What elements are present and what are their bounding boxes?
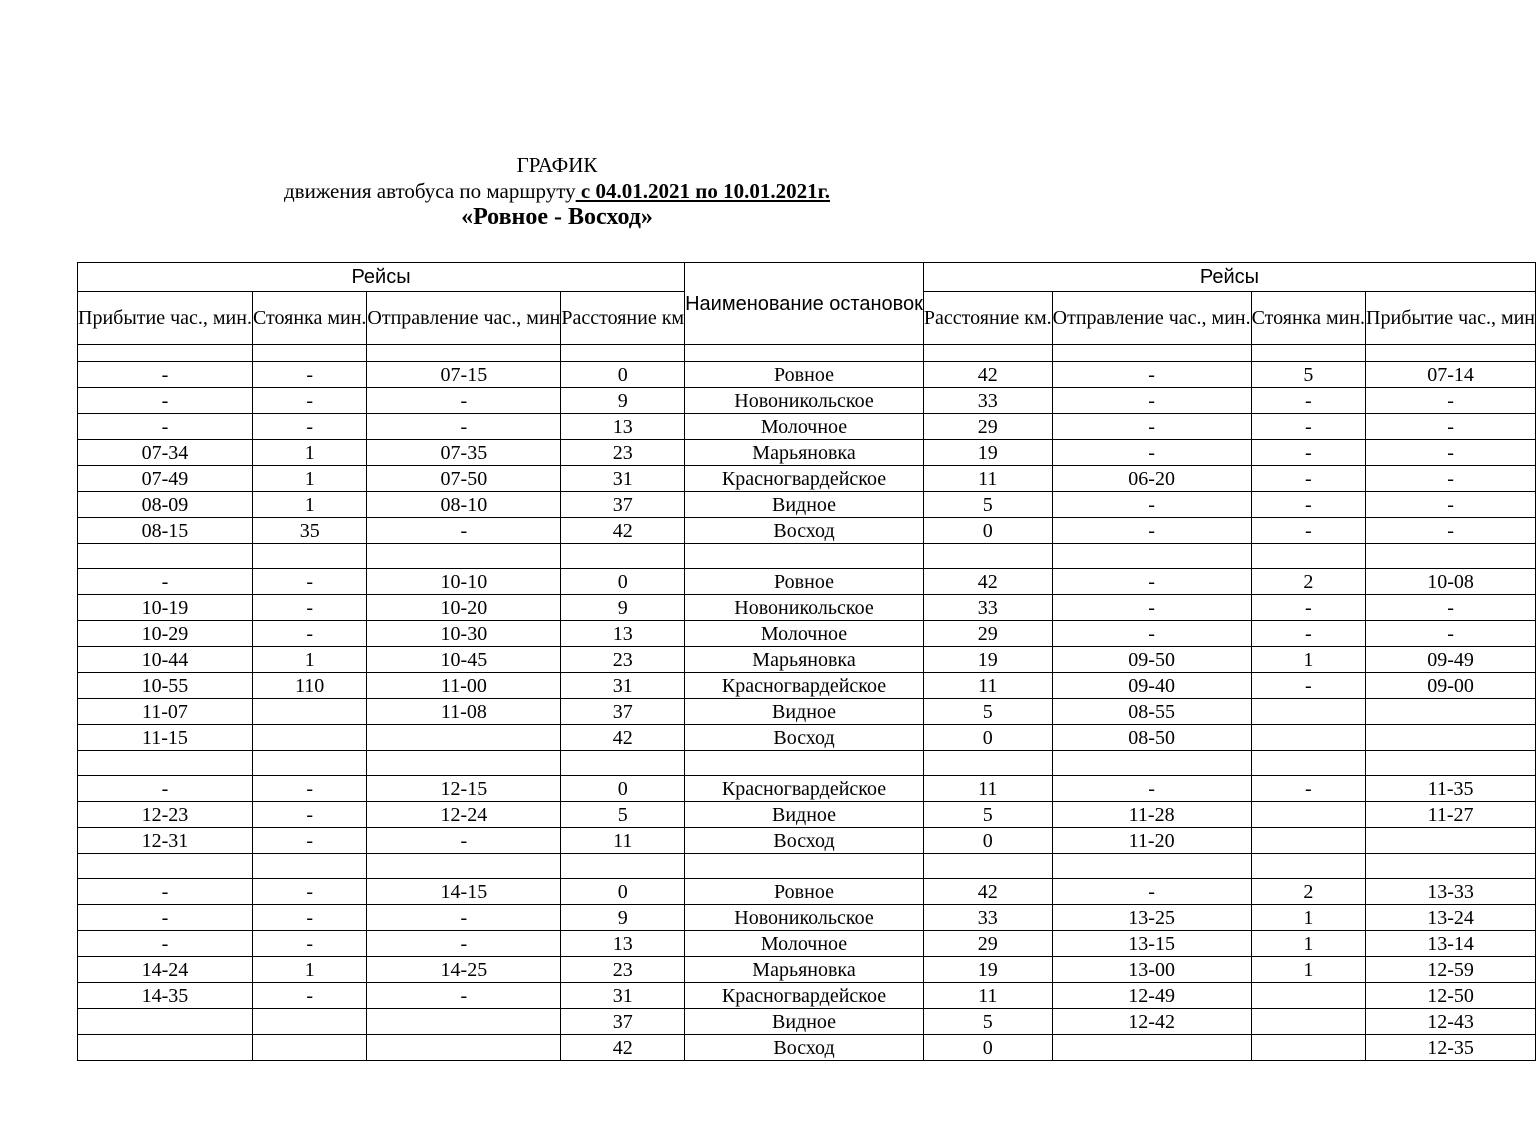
stop-time-return-cell: 1 bbox=[1251, 931, 1365, 957]
stop-time-return-cell bbox=[1251, 751, 1365, 776]
table-row bbox=[78, 879, 1536, 905]
distance-return-cell: 29 bbox=[923, 931, 1052, 957]
arrival-return-cell bbox=[1366, 751, 1536, 776]
distance-cell: 23 bbox=[561, 957, 685, 983]
departure-cell: 12-24 bbox=[367, 802, 561, 828]
table-row bbox=[78, 388, 1536, 414]
col-header-departure: Отправление час., мин bbox=[367, 292, 561, 345]
trip-separator-row bbox=[78, 854, 1536, 879]
stop-name-cell: Красногвардейское bbox=[685, 776, 924, 802]
stop-name-cell bbox=[685, 345, 924, 362]
stop-time-return-cell: - bbox=[1251, 440, 1365, 466]
stop-time-return-cell bbox=[1251, 802, 1365, 828]
departure-return-cell: 06-20 bbox=[1052, 466, 1251, 492]
arrival-cell: - bbox=[78, 362, 253, 388]
distance-return-cell: 33 bbox=[923, 595, 1052, 621]
col-header-distance-return: Расстояние км. bbox=[923, 292, 1052, 345]
distance-return-cell: 42 bbox=[923, 569, 1052, 595]
table-row bbox=[78, 802, 1536, 828]
stop-time-cell: 1 bbox=[252, 466, 366, 492]
distance-return-cell: 5 bbox=[923, 802, 1052, 828]
arrival-cell: 08-15 bbox=[78, 518, 253, 544]
distance-return-cell: 33 bbox=[923, 905, 1052, 931]
stop-time-return-cell: - bbox=[1251, 673, 1365, 699]
stop-time-cell: - bbox=[252, 879, 366, 905]
stop-time-cell: - bbox=[252, 905, 366, 931]
arrival-return-cell: 12-59 bbox=[1366, 957, 1536, 983]
stop-time-cell: 35 bbox=[252, 518, 366, 544]
departure-return-cell bbox=[1052, 751, 1251, 776]
departure-cell: 10-45 bbox=[367, 647, 561, 673]
arrival-return-cell bbox=[1366, 828, 1536, 854]
arrival-cell bbox=[78, 854, 253, 879]
distance-cell: 11 bbox=[561, 828, 685, 854]
table-row bbox=[78, 621, 1536, 647]
stop-time-cell: 1 bbox=[252, 957, 366, 983]
stop-name-cell: Восход bbox=[685, 518, 924, 544]
arrival-cell: - bbox=[78, 931, 253, 957]
col-header-stop-time-return: Стоянка мин. bbox=[1251, 292, 1365, 345]
departure-cell: - bbox=[367, 983, 561, 1009]
stop-time-return-cell bbox=[1251, 699, 1365, 725]
arrival-cell: - bbox=[78, 879, 253, 905]
distance-cell: 31 bbox=[561, 673, 685, 699]
arrival-return-cell bbox=[1366, 854, 1536, 879]
arrival-return-cell: - bbox=[1366, 388, 1536, 414]
arrival-return-cell: - bbox=[1366, 621, 1536, 647]
departure-return-cell: 12-49 bbox=[1052, 983, 1251, 1009]
stop-name-cell: Марьяновка bbox=[685, 647, 924, 673]
departure-return-cell: - bbox=[1052, 595, 1251, 621]
stop-time-return-cell: 1 bbox=[1251, 905, 1365, 931]
trip-separator-row bbox=[78, 751, 1536, 776]
stop-name-cell: Восход bbox=[685, 828, 924, 854]
departure-return-cell: - bbox=[1052, 621, 1251, 647]
distance-cell bbox=[561, 854, 685, 879]
distance-return-cell: 5 bbox=[923, 492, 1052, 518]
stop-time-return-cell: 1 bbox=[1251, 957, 1365, 983]
distance-cell: 37 bbox=[561, 492, 685, 518]
arrival-return-cell: 07-14 bbox=[1366, 362, 1536, 388]
arrival-cell: 12-31 bbox=[78, 828, 253, 854]
distance-cell: 9 bbox=[561, 905, 685, 931]
arrival-cell: 08-09 bbox=[78, 492, 253, 518]
stop-name-cell: Марьяновка bbox=[685, 957, 924, 983]
table-row bbox=[78, 518, 1536, 544]
trip-separator-row bbox=[78, 544, 1536, 569]
departure-cell: - bbox=[367, 828, 561, 854]
arrival-return-cell: - bbox=[1366, 440, 1536, 466]
stop-time-return-cell bbox=[1251, 544, 1365, 569]
table-row bbox=[78, 647, 1536, 673]
stop-time-cell: 1 bbox=[252, 492, 366, 518]
distance-return-cell: 19 bbox=[923, 440, 1052, 466]
arrival-cell: 07-49 bbox=[78, 466, 253, 492]
stop-time-cell bbox=[252, 699, 366, 725]
departure-cell: 10-30 bbox=[367, 621, 561, 647]
table-row bbox=[78, 828, 1536, 854]
distance-cell: 42 bbox=[561, 1035, 685, 1061]
departure-return-cell: - bbox=[1052, 440, 1251, 466]
departure-cell: 07-15 bbox=[367, 362, 561, 388]
departure-return-cell: - bbox=[1052, 879, 1251, 905]
col-header-stop-time: Стоянка мин. bbox=[252, 292, 366, 345]
distance-return-cell: 5 bbox=[923, 1009, 1052, 1035]
schedule-subtitle bbox=[17, 179, 1097, 204]
arrival-cell bbox=[78, 544, 253, 569]
arrival-cell: 11-07 bbox=[78, 699, 253, 725]
stop-time-cell bbox=[252, 854, 366, 879]
stop-time-return-cell bbox=[1251, 983, 1365, 1009]
distance-return-cell: 29 bbox=[923, 414, 1052, 440]
arrival-return-cell bbox=[1366, 725, 1536, 751]
departure-cell: - bbox=[367, 518, 561, 544]
distance-cell: 13 bbox=[561, 931, 685, 957]
distance-cell: 0 bbox=[561, 879, 685, 905]
departure-cell bbox=[367, 1035, 561, 1061]
arrival-return-cell: 09-49 bbox=[1366, 647, 1536, 673]
stop-name-cell: Молочное bbox=[685, 931, 924, 957]
departure-return-cell: - bbox=[1052, 492, 1251, 518]
arrival-cell: - bbox=[78, 388, 253, 414]
distance-cell: 5 bbox=[561, 802, 685, 828]
table-row bbox=[78, 414, 1536, 440]
table-row bbox=[78, 905, 1536, 931]
stop-name-cell: Красногвардейское bbox=[685, 983, 924, 1009]
arrival-cell: 10-29 bbox=[78, 621, 253, 647]
stop-time-cell: - bbox=[252, 388, 366, 414]
departure-return-cell: 11-28 bbox=[1052, 802, 1251, 828]
distance-cell: 37 bbox=[561, 1009, 685, 1035]
departure-return-cell: 13-15 bbox=[1052, 931, 1251, 957]
right-trips-header: Рейсы bbox=[923, 263, 1535, 292]
table-row bbox=[78, 1009, 1536, 1035]
stop-time-cell bbox=[252, 751, 366, 776]
arrival-return-cell: 12-50 bbox=[1366, 983, 1536, 1009]
departure-cell: - bbox=[367, 905, 561, 931]
distance-return-cell: 5 bbox=[923, 699, 1052, 725]
arrival-cell bbox=[78, 1009, 253, 1035]
arrival-cell: - bbox=[78, 569, 253, 595]
stop-name-cell: Новоникольское bbox=[685, 388, 924, 414]
departure-cell: 12-15 bbox=[367, 776, 561, 802]
distance-return-cell: 0 bbox=[923, 828, 1052, 854]
stop-time-return-cell: - bbox=[1251, 776, 1365, 802]
subtitle-prefix: движения автобуса по маршруту bbox=[283, 179, 576, 203]
arrival-return-cell: - bbox=[1366, 466, 1536, 492]
arrival-return-cell bbox=[1366, 699, 1536, 725]
route-name: «Ровное - Восход» bbox=[461, 204, 653, 230]
arrival-cell: 12-23 bbox=[78, 802, 253, 828]
arrival-cell: 10-44 bbox=[78, 647, 253, 673]
stop-time-return-cell: - bbox=[1251, 492, 1365, 518]
stop-time-cell: - bbox=[252, 414, 366, 440]
departure-cell bbox=[367, 1009, 561, 1035]
schedule-dates: с 04.01.2021 по 10.01.2021г. bbox=[575, 179, 831, 203]
departure-cell: 07-35 bbox=[367, 440, 561, 466]
trip-separator-row bbox=[78, 345, 1536, 362]
arrival-return-cell: 13-24 bbox=[1366, 905, 1536, 931]
distance-cell: 9 bbox=[561, 595, 685, 621]
distance-cell: 0 bbox=[561, 776, 685, 802]
departure-return-cell bbox=[1052, 854, 1251, 879]
departure-cell bbox=[367, 544, 561, 569]
departure-return-cell bbox=[1052, 1035, 1251, 1061]
departure-return-cell: 08-50 bbox=[1052, 725, 1251, 751]
stop-time-cell bbox=[252, 544, 366, 569]
departure-return-cell: - bbox=[1052, 362, 1251, 388]
stop-name-cell: Видное bbox=[685, 492, 924, 518]
table-row bbox=[78, 931, 1536, 957]
departure-cell: 10-10 bbox=[367, 569, 561, 595]
distance-return-cell: 0 bbox=[923, 518, 1052, 544]
departure-return-cell: - bbox=[1052, 518, 1251, 544]
arrival-return-cell: - bbox=[1366, 492, 1536, 518]
stop-time-cell: - bbox=[252, 802, 366, 828]
stop-time-return-cell: - bbox=[1251, 595, 1365, 621]
arrival-return-cell: - bbox=[1366, 595, 1536, 621]
stop-time-return-cell bbox=[1251, 1009, 1365, 1035]
departure-cell: - bbox=[367, 388, 561, 414]
col-header-arrival: Прибытие час., мин. bbox=[78, 292, 253, 345]
departure-return-cell: - bbox=[1052, 776, 1251, 802]
distance-cell: 0 bbox=[561, 362, 685, 388]
stop-name-cell: Молочное bbox=[685, 621, 924, 647]
distance-return-cell: 11 bbox=[923, 983, 1052, 1009]
table-row bbox=[78, 983, 1536, 1009]
stop-time-return-cell bbox=[1251, 1035, 1365, 1061]
departure-cell: - bbox=[367, 414, 561, 440]
schedule-title: ГРАФИК bbox=[516, 153, 598, 177]
departure-return-cell: - bbox=[1052, 388, 1251, 414]
arrival-cell bbox=[78, 345, 253, 362]
departure-cell: 14-15 bbox=[367, 879, 561, 905]
departure-cell: 07-50 bbox=[367, 466, 561, 492]
departure-return-cell: 13-25 bbox=[1052, 905, 1251, 931]
departure-return-cell: 09-40 bbox=[1052, 673, 1251, 699]
departure-cell: 10-20 bbox=[367, 595, 561, 621]
departure-return-cell bbox=[1052, 345, 1251, 362]
stop-time-return-cell: - bbox=[1251, 466, 1365, 492]
arrival-return-cell: 11-35 bbox=[1366, 776, 1536, 802]
group-header-row bbox=[78, 263, 1536, 292]
stop-time-return-cell: - bbox=[1251, 388, 1365, 414]
departure-return-cell bbox=[1052, 544, 1251, 569]
stop-time-return-cell bbox=[1251, 725, 1365, 751]
stop-name-cell bbox=[685, 854, 924, 879]
distance-cell bbox=[561, 345, 685, 362]
col-header-departure-return: Отправление час., мин. bbox=[1052, 292, 1251, 345]
stop-time-return-cell bbox=[1251, 854, 1365, 879]
col-header-distance: Расстояние км bbox=[561, 292, 685, 345]
distance-cell: 13 bbox=[561, 621, 685, 647]
table-row bbox=[78, 440, 1536, 466]
stop-name-cell: Видное bbox=[685, 1009, 924, 1035]
distance-return-cell bbox=[923, 544, 1052, 569]
distance-return-cell: 29 bbox=[923, 621, 1052, 647]
stop-time-cell: 1 bbox=[252, 440, 366, 466]
arrival-return-cell: 13-33 bbox=[1366, 879, 1536, 905]
departure-cell: 14-25 bbox=[367, 957, 561, 983]
distance-return-cell: 42 bbox=[923, 362, 1052, 388]
stop-time-cell: - bbox=[252, 828, 366, 854]
stop-time-cell: - bbox=[252, 776, 366, 802]
distance-cell: 0 bbox=[561, 569, 685, 595]
schedule-table bbox=[77, 262, 1536, 1061]
stop-time-cell bbox=[252, 1035, 366, 1061]
stop-time-cell: - bbox=[252, 569, 366, 595]
table-row bbox=[78, 466, 1536, 492]
distance-return-cell: 11 bbox=[923, 776, 1052, 802]
departure-cell bbox=[367, 345, 561, 362]
arrival-return-cell: 09-00 bbox=[1366, 673, 1536, 699]
stop-time-return-cell: 1 bbox=[1251, 647, 1365, 673]
table-row bbox=[78, 1035, 1536, 1061]
table-row bbox=[78, 957, 1536, 983]
stop-time-cell bbox=[252, 345, 366, 362]
stop-name-cell: Новоникольское bbox=[685, 595, 924, 621]
col-header-arrival-return: Прибытие час., мин bbox=[1366, 292, 1536, 345]
stop-name-cell: Видное bbox=[685, 802, 924, 828]
stop-name-cell: Восход bbox=[685, 1035, 924, 1061]
table-row bbox=[78, 569, 1536, 595]
stop-name-cell: Ровное bbox=[685, 879, 924, 905]
stop-name-cell bbox=[685, 544, 924, 569]
stop-time-return-cell bbox=[1251, 345, 1365, 362]
distance-cell: 23 bbox=[561, 647, 685, 673]
stop-name-header: Наименование остановок bbox=[685, 263, 924, 345]
departure-return-cell: - bbox=[1052, 569, 1251, 595]
distance-return-cell: 19 bbox=[923, 957, 1052, 983]
table-row bbox=[78, 595, 1536, 621]
arrival-cell bbox=[78, 1035, 253, 1061]
stop-time-cell bbox=[252, 1009, 366, 1035]
departure-return-cell: 11-20 bbox=[1052, 828, 1251, 854]
departure-cell bbox=[367, 854, 561, 879]
stop-time-return-cell: - bbox=[1251, 621, 1365, 647]
table-row bbox=[78, 362, 1536, 388]
arrival-cell: 07-34 bbox=[78, 440, 253, 466]
left-trips-header: Рейсы bbox=[78, 263, 685, 292]
arrival-cell: 10-55 bbox=[78, 673, 253, 699]
distance-cell: 13 bbox=[561, 414, 685, 440]
departure-cell: 11-00 bbox=[367, 673, 561, 699]
stop-name-cell bbox=[685, 751, 924, 776]
distance-cell bbox=[561, 751, 685, 776]
distance-cell: 31 bbox=[561, 983, 685, 1009]
stop-name-cell: Восход bbox=[685, 725, 924, 751]
arrival-cell bbox=[78, 751, 253, 776]
stop-time-cell: - bbox=[252, 983, 366, 1009]
stop-time-return-cell: 2 bbox=[1251, 569, 1365, 595]
distance-return-cell bbox=[923, 854, 1052, 879]
stop-name-cell: Ровное bbox=[685, 569, 924, 595]
arrival-return-cell bbox=[1366, 544, 1536, 569]
distance-return-cell: 0 bbox=[923, 1035, 1052, 1061]
distance-return-cell: 33 bbox=[923, 388, 1052, 414]
departure-cell bbox=[367, 725, 561, 751]
arrival-return-cell: 10-08 bbox=[1366, 569, 1536, 595]
arrival-return-cell: - bbox=[1366, 518, 1536, 544]
distance-return-cell: 11 bbox=[923, 673, 1052, 699]
stop-time-cell: - bbox=[252, 931, 366, 957]
departure-cell bbox=[367, 751, 561, 776]
distance-return-cell: 42 bbox=[923, 879, 1052, 905]
departure-return-cell: - bbox=[1052, 414, 1251, 440]
stop-time-cell: - bbox=[252, 621, 366, 647]
departure-return-cell: 09-50 bbox=[1052, 647, 1251, 673]
departure-return-cell: 13-00 bbox=[1052, 957, 1251, 983]
stop-name-cell: Видное bbox=[685, 699, 924, 725]
stop-time-return-cell: - bbox=[1251, 518, 1365, 544]
arrival-cell: 14-24 bbox=[78, 957, 253, 983]
stop-time-return-cell bbox=[1251, 828, 1365, 854]
arrival-cell: - bbox=[78, 776, 253, 802]
stop-time-cell: - bbox=[252, 362, 366, 388]
stop-name-cell: Красногвардейское bbox=[685, 673, 924, 699]
arrival-return-cell: 12-43 bbox=[1366, 1009, 1536, 1035]
distance-cell: 23 bbox=[561, 440, 685, 466]
distance-return-cell: 11 bbox=[923, 466, 1052, 492]
stop-name-cell: Молочное bbox=[685, 414, 924, 440]
stop-time-return-cell: 5 bbox=[1251, 362, 1365, 388]
stop-time-return-cell: 2 bbox=[1251, 879, 1365, 905]
distance-return-cell bbox=[923, 345, 1052, 362]
departure-return-cell: 08-55 bbox=[1052, 699, 1251, 725]
table-row bbox=[78, 725, 1536, 751]
table-row bbox=[78, 776, 1536, 802]
stop-time-cell: 110 bbox=[252, 673, 366, 699]
table-row bbox=[78, 699, 1536, 725]
arrival-cell: 14-35 bbox=[78, 983, 253, 1009]
arrival-cell: 11-15 bbox=[78, 725, 253, 751]
stop-name-cell: Марьяновка bbox=[685, 440, 924, 466]
stop-time-cell: 1 bbox=[252, 647, 366, 673]
stop-name-cell: Новоникольское bbox=[685, 905, 924, 931]
departure-cell: 08-10 bbox=[367, 492, 561, 518]
departure-return-cell: 12-42 bbox=[1052, 1009, 1251, 1035]
stop-time-cell: - bbox=[252, 595, 366, 621]
arrival-return-cell: 11-27 bbox=[1366, 802, 1536, 828]
arrival-cell: - bbox=[78, 905, 253, 931]
arrival-cell: 10-19 bbox=[78, 595, 253, 621]
distance-cell: 42 bbox=[561, 518, 685, 544]
distance-return-cell: 0 bbox=[923, 725, 1052, 751]
distance-cell: 42 bbox=[561, 725, 685, 751]
stop-name-cell: Красногвардейское bbox=[685, 466, 924, 492]
distance-cell bbox=[561, 544, 685, 569]
stop-time-cell bbox=[252, 725, 366, 751]
arrival-return-cell: 13-14 bbox=[1366, 931, 1536, 957]
stop-time-return-cell: - bbox=[1251, 414, 1365, 440]
distance-cell: 9 bbox=[561, 388, 685, 414]
departure-cell: - bbox=[367, 931, 561, 957]
stop-name-cell: Ровное bbox=[685, 362, 924, 388]
distance-cell: 37 bbox=[561, 699, 685, 725]
arrival-return-cell: - bbox=[1366, 414, 1536, 440]
table-row bbox=[78, 673, 1536, 699]
distance-return-cell bbox=[923, 751, 1052, 776]
departure-cell: 11-08 bbox=[367, 699, 561, 725]
table-row bbox=[78, 492, 1536, 518]
arrival-cell: - bbox=[78, 414, 253, 440]
distance-return-cell: 19 bbox=[923, 647, 1052, 673]
arrival-return-cell bbox=[1366, 345, 1536, 362]
arrival-return-cell: 12-35 bbox=[1366, 1035, 1536, 1061]
distance-cell: 31 bbox=[561, 466, 685, 492]
